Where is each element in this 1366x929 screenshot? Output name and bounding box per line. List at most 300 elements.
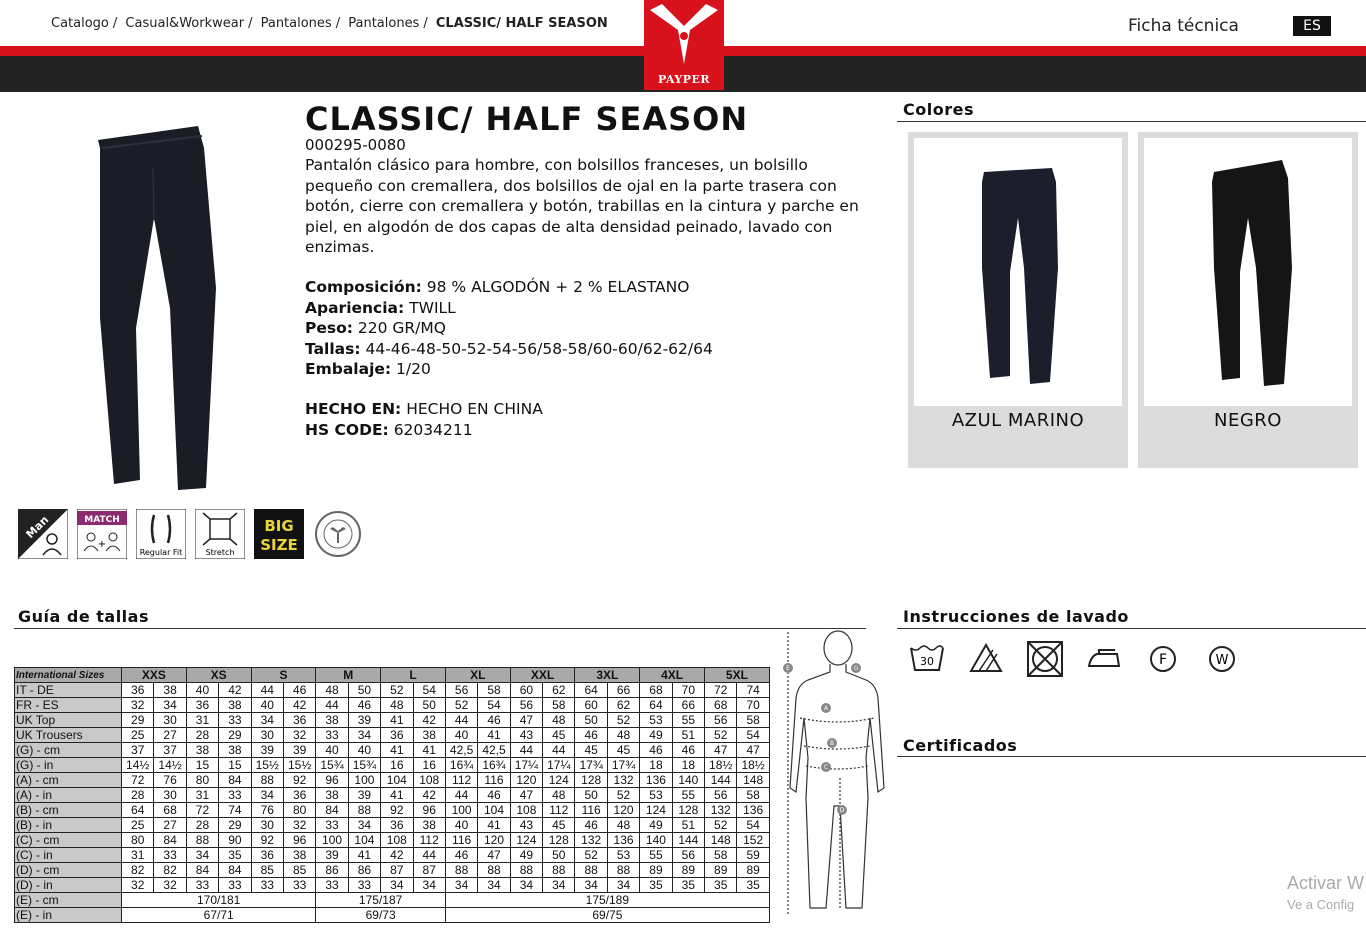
- size-cell: 54: [413, 683, 445, 698]
- size-cell: 46: [478, 713, 510, 728]
- size-cell: 25: [122, 728, 154, 743]
- size-cell: 15½: [251, 758, 283, 773]
- community-design-seal-icon: [313, 509, 363, 559]
- size-cell: 31: [186, 713, 218, 728]
- size-cell: 136: [640, 773, 672, 788]
- size-cell: 34: [607, 878, 639, 893]
- svg-text:Stretch: Stretch: [205, 548, 235, 557]
- table-row: [15, 788, 770, 803]
- size-cell: 50: [348, 683, 380, 698]
- size-cell: 47: [510, 713, 542, 728]
- size-cell: 42: [283, 698, 315, 713]
- table-row: [15, 878, 770, 893]
- size-cell: 85: [251, 863, 283, 878]
- spec-embalaje: Embalaje: 1/20: [305, 360, 431, 378]
- lavado-title: Instrucciones de lavado: [903, 607, 1129, 626]
- origin-hs-code: HS CODE: 62034211: [305, 420, 473, 439]
- big-size-badge-icon: [254, 509, 304, 559]
- size-cell: 38: [413, 818, 445, 833]
- size-cell: 124: [510, 833, 542, 848]
- color-name-negro: NEGRO: [1214, 410, 1282, 431]
- size-cell: 120: [478, 833, 510, 848]
- size-col-xxl: XXL: [510, 668, 575, 683]
- product-origin: [305, 399, 543, 440]
- table-row: [15, 683, 770, 698]
- size-cell: 34: [348, 728, 380, 743]
- size-cell: 34: [575, 878, 607, 893]
- size-cell: 16: [381, 758, 413, 773]
- size-cell: 62: [607, 698, 639, 713]
- table-row: [15, 863, 770, 878]
- size-cell: 34: [478, 878, 510, 893]
- size-cell: 87: [413, 863, 445, 878]
- size-cell: 28: [186, 818, 218, 833]
- product-title: CLASSIC/ HALF SEASON: [305, 100, 749, 138]
- size-cell: 15½: [283, 758, 315, 773]
- size-cell: 89: [640, 863, 672, 878]
- size-cell: 29: [122, 713, 154, 728]
- ficha-tecnica-link[interactable]: Ficha técnica: [1128, 16, 1239, 36]
- size-cell: 38: [413, 728, 445, 743]
- size-col-4xl: 4XL: [640, 668, 705, 683]
- size-cell: 44: [316, 698, 348, 713]
- size-cell: 58: [705, 848, 737, 863]
- svg-text:C: C: [823, 764, 829, 771]
- size-cell: 116: [575, 803, 607, 818]
- size-cell: 30: [154, 788, 186, 803]
- svg-text:30: 30: [920, 655, 934, 668]
- size-cell: 56: [445, 683, 477, 698]
- size-cell: 41: [478, 818, 510, 833]
- size-cell-merged: 69/75: [445, 908, 769, 923]
- size-cell: 56: [510, 698, 542, 713]
- product-code: 000295-0080: [305, 136, 406, 154]
- color-image-negro: [1144, 138, 1352, 406]
- size-col-s: S: [251, 668, 316, 683]
- size-cell: 148: [705, 833, 737, 848]
- wash-30-icon: [908, 640, 946, 678]
- size-cell: 62: [543, 683, 575, 698]
- size-cell: 88: [607, 863, 639, 878]
- stretch-badge-icon: [195, 509, 245, 559]
- size-cell: 80: [122, 833, 154, 848]
- dry-clean-f-icon: [1144, 640, 1182, 678]
- svg-text:B: B: [829, 740, 835, 747]
- size-cell: 128: [543, 833, 575, 848]
- iron-low-icon: [1085, 640, 1123, 678]
- size-cell: 32: [154, 878, 186, 893]
- size-cell: 88: [445, 863, 477, 878]
- size-cell: 90: [219, 833, 251, 848]
- size-cell: 120: [510, 773, 542, 788]
- size-cell: 86: [348, 863, 380, 878]
- svg-text:G: G: [853, 665, 859, 672]
- size-cell: 34: [543, 878, 575, 893]
- size-cell: 45: [607, 743, 639, 758]
- intl-sizes-header: International Sizes: [15, 668, 122, 683]
- size-cell: 33: [251, 878, 283, 893]
- size-cell: 68: [640, 683, 672, 698]
- size-cell: 50: [543, 848, 575, 863]
- size-cell: 100: [316, 833, 348, 848]
- size-cell: 88: [478, 863, 510, 878]
- size-cell: 36: [186, 698, 218, 713]
- table-row: [15, 833, 770, 848]
- size-col-xl: XL: [445, 668, 510, 683]
- size-cell: 18½: [737, 758, 769, 773]
- size-cell: 66: [672, 698, 704, 713]
- size-cell: 36: [251, 848, 283, 863]
- size-row-label: (C) - cm: [15, 833, 122, 848]
- size-cell-merged: 175/189: [445, 893, 769, 908]
- size-cell: 112: [413, 833, 445, 848]
- table-row: [15, 698, 770, 713]
- size-cell: 124: [543, 773, 575, 788]
- size-cell: 58: [478, 683, 510, 698]
- size-cell: 144: [705, 773, 737, 788]
- size-cell: 56: [705, 713, 737, 728]
- size-cell: 14½: [154, 758, 186, 773]
- size-cell: 80: [186, 773, 218, 788]
- size-row-label: FR - ES: [15, 698, 122, 713]
- size-cell: 48: [543, 788, 575, 803]
- svg-text:F: F: [1158, 652, 1168, 668]
- size-row-label: (E) - in: [15, 908, 122, 923]
- size-row-label: (D) - cm: [15, 863, 122, 878]
- table-row: [15, 728, 770, 743]
- size-cell: 64: [575, 683, 607, 698]
- size-cell: 54: [737, 818, 769, 833]
- no-tumble-dry-icon: [1026, 640, 1064, 678]
- size-cell: 27: [154, 818, 186, 833]
- size-cell: 148: [737, 773, 769, 788]
- size-cell: 46: [348, 698, 380, 713]
- size-cell: 30: [251, 818, 283, 833]
- man-badge-icon: [18, 509, 68, 559]
- size-cell: 33: [219, 878, 251, 893]
- svg-text:SIZE: SIZE: [260, 536, 298, 554]
- size-cell: 36: [283, 713, 315, 728]
- size-cell: 46: [575, 818, 607, 833]
- size-cell: 136: [607, 833, 639, 848]
- size-cell: 108: [381, 833, 413, 848]
- size-cell: 33: [316, 818, 348, 833]
- table-row: [15, 713, 770, 728]
- size-cell: 52: [705, 818, 737, 833]
- size-cell: 34: [251, 788, 283, 803]
- size-cell: 55: [672, 713, 704, 728]
- size-cell: 52: [607, 713, 639, 728]
- payper-logo[interactable]: [644, 0, 724, 90]
- size-cell: 66: [607, 683, 639, 698]
- table-row: [15, 803, 770, 818]
- size-cell: 140: [640, 833, 672, 848]
- size-cell: 41: [413, 743, 445, 758]
- size-cell: 96: [316, 773, 348, 788]
- size-cell: 42: [413, 788, 445, 803]
- size-cell: 45: [543, 818, 575, 833]
- size-cell: 35: [672, 878, 704, 893]
- size-cell: 32: [122, 878, 154, 893]
- size-cell: 52: [381, 683, 413, 698]
- size-cell: 88: [575, 863, 607, 878]
- size-cell: 104: [348, 833, 380, 848]
- size-cell: 112: [543, 803, 575, 818]
- size-cell: 152: [737, 833, 769, 848]
- color-image-azul-marino: [914, 138, 1122, 406]
- size-cell: 80: [283, 803, 315, 818]
- regular-fit-badge-icon: [136, 509, 186, 559]
- size-cell: 89: [672, 863, 704, 878]
- size-cell: 16: [413, 758, 445, 773]
- size-cell: 92: [283, 773, 315, 788]
- size-cell: 46: [640, 743, 672, 758]
- size-cell: 48: [543, 713, 575, 728]
- size-cell: 34: [251, 713, 283, 728]
- payper-logo-icon: [644, 0, 724, 72]
- colores-title: Colores: [903, 100, 974, 119]
- size-cell: 16¾: [478, 758, 510, 773]
- svg-text:BIG: BIG: [264, 517, 294, 535]
- svg-text:W: W: [1215, 653, 1229, 668]
- size-cell: 32: [283, 728, 315, 743]
- size-cell: 104: [478, 803, 510, 818]
- size-cell: 108: [510, 803, 542, 818]
- size-cell: 53: [640, 713, 672, 728]
- size-cell: 17¾: [607, 758, 639, 773]
- size-cell: 56: [705, 788, 737, 803]
- size-cell: 82: [122, 863, 154, 878]
- size-cell: 40: [251, 698, 283, 713]
- size-cell: 40: [445, 728, 477, 743]
- size-cell: 116: [445, 833, 477, 848]
- size-cell: 38: [283, 848, 315, 863]
- size-cell: 64: [640, 698, 672, 713]
- size-cell: 38: [154, 683, 186, 698]
- size-cell: 49: [510, 848, 542, 863]
- size-col-l: L: [381, 668, 446, 683]
- size-cell: 55: [640, 848, 672, 863]
- header: [0, 0, 1366, 92]
- size-cell: 100: [348, 773, 380, 788]
- size-cell: 35: [219, 848, 251, 863]
- svg-text:E: E: [786, 665, 790, 672]
- size-cell: 38: [316, 788, 348, 803]
- size-cell: 68: [154, 803, 186, 818]
- size-cell: 33: [186, 878, 218, 893]
- size-cell: 40: [445, 818, 477, 833]
- size-cell: 38: [316, 713, 348, 728]
- size-cell: 88: [543, 863, 575, 878]
- size-cell: 58: [737, 788, 769, 803]
- size-cell: 42,5: [478, 743, 510, 758]
- size-col-xs: XS: [186, 668, 251, 683]
- size-cell: 27: [154, 728, 186, 743]
- size-cell: 34: [445, 878, 477, 893]
- size-cell: 112: [445, 773, 477, 788]
- size-cell: 51: [672, 728, 704, 743]
- spec-composicion: Composición: 98 % ALGODÓN + 2 % ELASTANO: [305, 278, 690, 296]
- size-cell: 42: [413, 713, 445, 728]
- size-cell: 124: [640, 803, 672, 818]
- size-cell: 36: [381, 728, 413, 743]
- size-cell: 84: [154, 833, 186, 848]
- windows-activation-subtext: Ve a Config: [1287, 897, 1355, 912]
- table-row: [15, 908, 770, 923]
- size-cell: 34: [381, 878, 413, 893]
- size-cell: 84: [186, 863, 218, 878]
- size-cell: 74: [737, 683, 769, 698]
- table-row: [15, 848, 770, 863]
- no-bleach-icon: [967, 640, 1005, 678]
- svg-text:A: A: [823, 705, 829, 712]
- size-cell: 28: [186, 728, 218, 743]
- color-card-negro[interactable]: [1138, 132, 1358, 468]
- breadcrumb-item-catalogo[interactable]: Catalogo: [51, 16, 109, 31]
- table-row: [15, 743, 770, 758]
- size-row-label: UK Trousers: [15, 728, 122, 743]
- size-cell: 104: [381, 773, 413, 788]
- size-cell: 15¾: [348, 758, 380, 773]
- size-cell: 17¼: [510, 758, 542, 773]
- size-cell: 47: [737, 743, 769, 758]
- logo-text: PAYPER: [657, 73, 711, 86]
- size-cell: 54: [737, 728, 769, 743]
- size-cell: 41: [381, 788, 413, 803]
- size-row-label: (A) - in: [15, 788, 122, 803]
- size-cell: 39: [348, 713, 380, 728]
- size-cell: 86: [316, 863, 348, 878]
- size-cell: 49: [640, 818, 672, 833]
- certificados-divider: [897, 756, 1366, 757]
- size-cell: 41: [478, 728, 510, 743]
- size-cell: 35: [705, 878, 737, 893]
- size-col-5xl: 5XL: [705, 668, 770, 683]
- size-cell: 37: [122, 743, 154, 758]
- size-cell: 48: [607, 728, 639, 743]
- size-cell: 34: [186, 848, 218, 863]
- size-cell: 60: [510, 683, 542, 698]
- size-cell: 15: [219, 758, 251, 773]
- size-cell: 35: [737, 878, 769, 893]
- size-cell: 46: [478, 788, 510, 803]
- size-cell: 33: [154, 848, 186, 863]
- color-card-azul-marino[interactable]: [908, 132, 1128, 468]
- size-col-m: M: [316, 668, 381, 683]
- size-cell: 42: [381, 848, 413, 863]
- size-cell: 44: [543, 743, 575, 758]
- svg-text:MATCH: MATCH: [84, 515, 120, 525]
- size-cell: 43: [510, 728, 542, 743]
- wet-clean-w-icon: [1203, 640, 1241, 678]
- size-cell: 30: [154, 713, 186, 728]
- size-cell: 52: [445, 698, 477, 713]
- size-cell: 108: [413, 773, 445, 788]
- breadcrumb: Catalogo / Casual&Workwear / Pantalones / Pantalones / CLASSIC/ HALF SEASON: [51, 16, 608, 31]
- size-cell: 17¾: [575, 758, 607, 773]
- size-cell: 33: [316, 878, 348, 893]
- size-cell: 72: [186, 803, 218, 818]
- size-row-label: (D) - in: [15, 878, 122, 893]
- breadcrumb-current: CLASSIC/ HALF SEASON: [435, 16, 608, 31]
- size-col-xxs: XXS: [122, 668, 187, 683]
- size-row-label: (A) - cm: [15, 773, 122, 788]
- size-header-row: [15, 668, 770, 683]
- size-cell: 37: [154, 743, 186, 758]
- size-cell: 52: [607, 788, 639, 803]
- breadcrumb-item-pantalones[interactable]: Pantalones: [260, 16, 332, 31]
- size-cell: 92: [381, 803, 413, 818]
- size-cell: 132: [575, 833, 607, 848]
- size-cell: 100: [445, 803, 477, 818]
- size-cell: 144: [672, 833, 704, 848]
- size-cell: 88: [251, 773, 283, 788]
- size-cell: 48: [607, 818, 639, 833]
- size-cell: 132: [607, 773, 639, 788]
- size-cell: 44: [510, 743, 542, 758]
- size-cell: 84: [316, 803, 348, 818]
- table-row: [15, 893, 770, 908]
- size-cell: 88: [348, 803, 380, 818]
- spec-apariencia: Apariencia: TWILL: [305, 298, 456, 317]
- size-cell-merged: 67/71: [122, 908, 316, 923]
- size-cell: 30: [251, 728, 283, 743]
- size-cell: 42,5: [445, 743, 477, 758]
- language-selector[interactable]: ES: [1293, 16, 1331, 36]
- size-cell: 55: [672, 788, 704, 803]
- size-row-label: (B) - in: [15, 818, 122, 833]
- size-cell: 53: [640, 788, 672, 803]
- size-cell: 18½: [705, 758, 737, 773]
- size-cell: 74: [219, 803, 251, 818]
- size-cell: 34: [510, 878, 542, 893]
- size-cell: 36: [122, 683, 154, 698]
- size-cell: 44: [445, 713, 477, 728]
- size-cell: 45: [543, 728, 575, 743]
- breadcrumb-item-casual-workwear[interactable]: Casual&Workwear: [125, 16, 245, 31]
- size-cell-merged: 175/187: [316, 893, 446, 908]
- size-cell: 46: [283, 683, 315, 698]
- size-cell: 84: [219, 773, 251, 788]
- size-cell: 120: [607, 803, 639, 818]
- size-cell: 136: [737, 803, 769, 818]
- table-row: [15, 773, 770, 788]
- guia-divider: [14, 628, 866, 629]
- size-cell-merged: 170/181: [122, 893, 316, 908]
- size-cell: 34: [348, 818, 380, 833]
- size-cell: 41: [348, 848, 380, 863]
- size-row-label: IT - DE: [15, 683, 122, 698]
- size-cell: 40: [316, 743, 348, 758]
- size-cell: 33: [348, 878, 380, 893]
- svg-text:+: +: [97, 539, 107, 550]
- size-cell: 47: [705, 743, 737, 758]
- body-measurement-figure: [780, 628, 890, 918]
- size-cell: 85: [283, 863, 315, 878]
- size-cell: 44: [251, 683, 283, 698]
- size-row-label: (E) - cm: [15, 893, 122, 908]
- breadcrumb-item-pantalones-sub[interactable]: Pantalones: [348, 16, 420, 31]
- size-cell: 35: [640, 878, 672, 893]
- size-cell: 39: [348, 788, 380, 803]
- size-cell: 88: [510, 863, 542, 878]
- svg-text:Regular Fit: Regular Fit: [139, 548, 183, 557]
- size-cell: 39: [316, 848, 348, 863]
- size-cell: 52: [575, 848, 607, 863]
- size-cell: 72: [122, 773, 154, 788]
- size-cell: 92: [251, 833, 283, 848]
- size-cell: 72: [705, 683, 737, 698]
